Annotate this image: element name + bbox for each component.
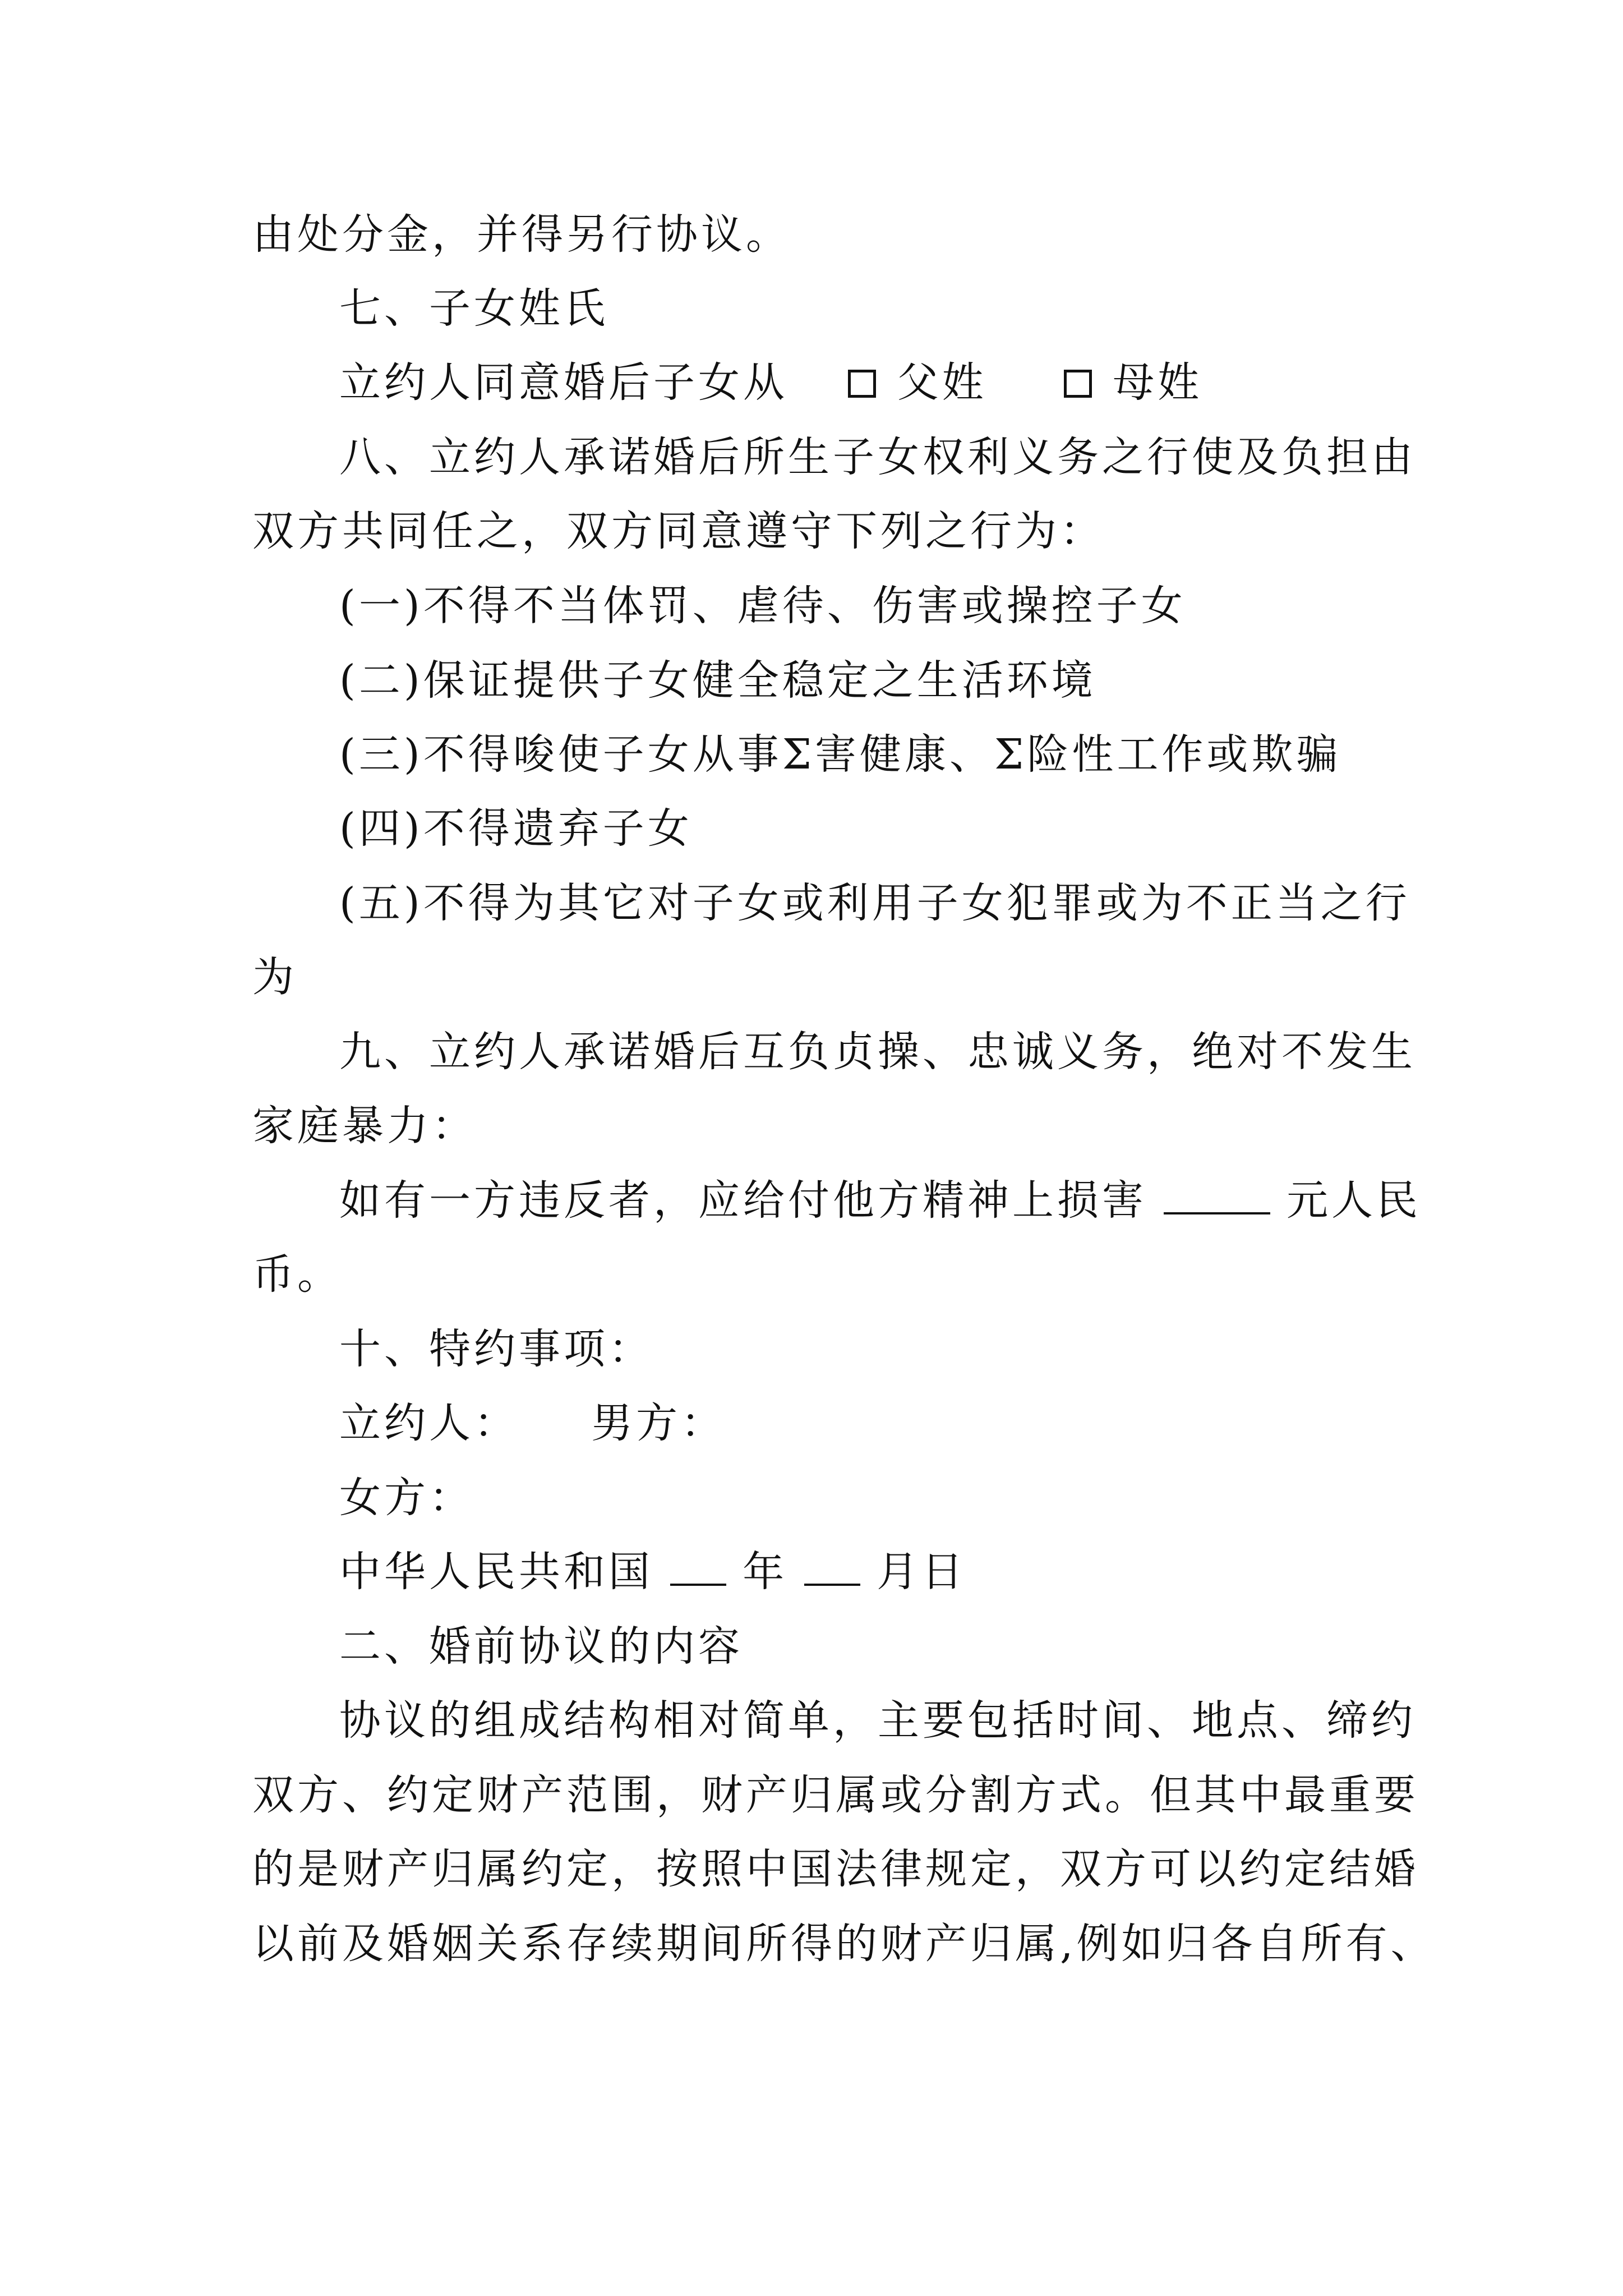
compensation-line bbox=[339, 1172, 1422, 1228]
body-text-line: 以前及婚姻关系存续期间所得的财产归属,例如归各自所有、 bbox=[252, 1920, 1436, 1968]
list-item-3: (三)不得唆使子女从事Σ害健康、Σ险性工作或欺骗 bbox=[339, 730, 1341, 779]
surname-choice-line bbox=[339, 355, 1399, 411]
list-item-5: (五)不得为其它对子女或利用子女犯罪或为不正当之行 bbox=[339, 879, 1410, 927]
signatory-line bbox=[339, 1395, 1399, 1451]
list-item-4: (四)不得遗弃子女 bbox=[339, 804, 693, 853]
list-item-2: (二)保证提供子女健全稳定之生活环境 bbox=[339, 656, 1096, 705]
year-label: 年 bbox=[743, 1548, 788, 1596]
section-heading-nine: 九、立约人承诺婚后互负贞操、忠诚义务，绝对不发生 bbox=[339, 1028, 1416, 1076]
year-blank[interactable] bbox=[670, 1547, 726, 1586]
list-item-1: (一)不得不当体罚、虐待、伤害或操控子女 bbox=[339, 582, 1186, 630]
month-day-label: 月日 bbox=[877, 1548, 967, 1596]
section-heading-seven: 七、子女姓氏 bbox=[339, 284, 608, 333]
section-heading-ten: 十、特约事项： bbox=[339, 1325, 653, 1373]
country-name: 中华人民共和国 bbox=[339, 1548, 653, 1596]
body-text-line: 币。 bbox=[252, 1250, 342, 1299]
mother-surname-label: 母姓 bbox=[1113, 358, 1203, 407]
mother-surname-checkbox[interactable] bbox=[1064, 370, 1092, 398]
father-surname-label: 父姓 bbox=[897, 358, 987, 407]
body-text-line: 家庭暴力： bbox=[252, 1102, 477, 1150]
signatory-label: 立约人： bbox=[339, 1399, 519, 1447]
body-text-line: 的是财产归属约定，按照中国法律规定，双方可以约定结婚 bbox=[252, 1845, 1419, 1893]
surname-choice-label: 立约人同意婚后子女从 bbox=[339, 358, 788, 407]
month-blank[interactable] bbox=[804, 1547, 860, 1586]
body-text-line: 双方、约定财产范围，财产归属或分割方式。但其中最重要 bbox=[252, 1771, 1419, 1819]
body-text-line: 为 bbox=[252, 953, 297, 1001]
body-text-line: 双方共同任之，双方同意遵守下列之行为： bbox=[252, 507, 1105, 555]
section-heading-eight: 八、立约人承诺婚后所生子女权利义务之行使及负担由 bbox=[339, 433, 1416, 481]
compensation-text: 如有一方违反者，应给付他方精神上损害 bbox=[339, 1176, 1147, 1225]
female-party-label: 女方： bbox=[339, 1474, 474, 1522]
body-text-line: 协议的组成结构相对简单，主要包括时间、地点、缔约 bbox=[339, 1696, 1416, 1745]
section-heading-contents: 二、婚前协议的内容 bbox=[339, 1622, 743, 1671]
currency-text: 元人民 bbox=[1287, 1176, 1422, 1225]
father-surname-checkbox[interactable] bbox=[848, 370, 876, 398]
body-text-line: 由处分金，并得另行协议。 bbox=[252, 210, 791, 259]
male-party-label: 男方： bbox=[591, 1399, 726, 1447]
date-line bbox=[339, 1544, 1399, 1600]
compensation-amount-blank[interactable] bbox=[1164, 1175, 1270, 1214]
